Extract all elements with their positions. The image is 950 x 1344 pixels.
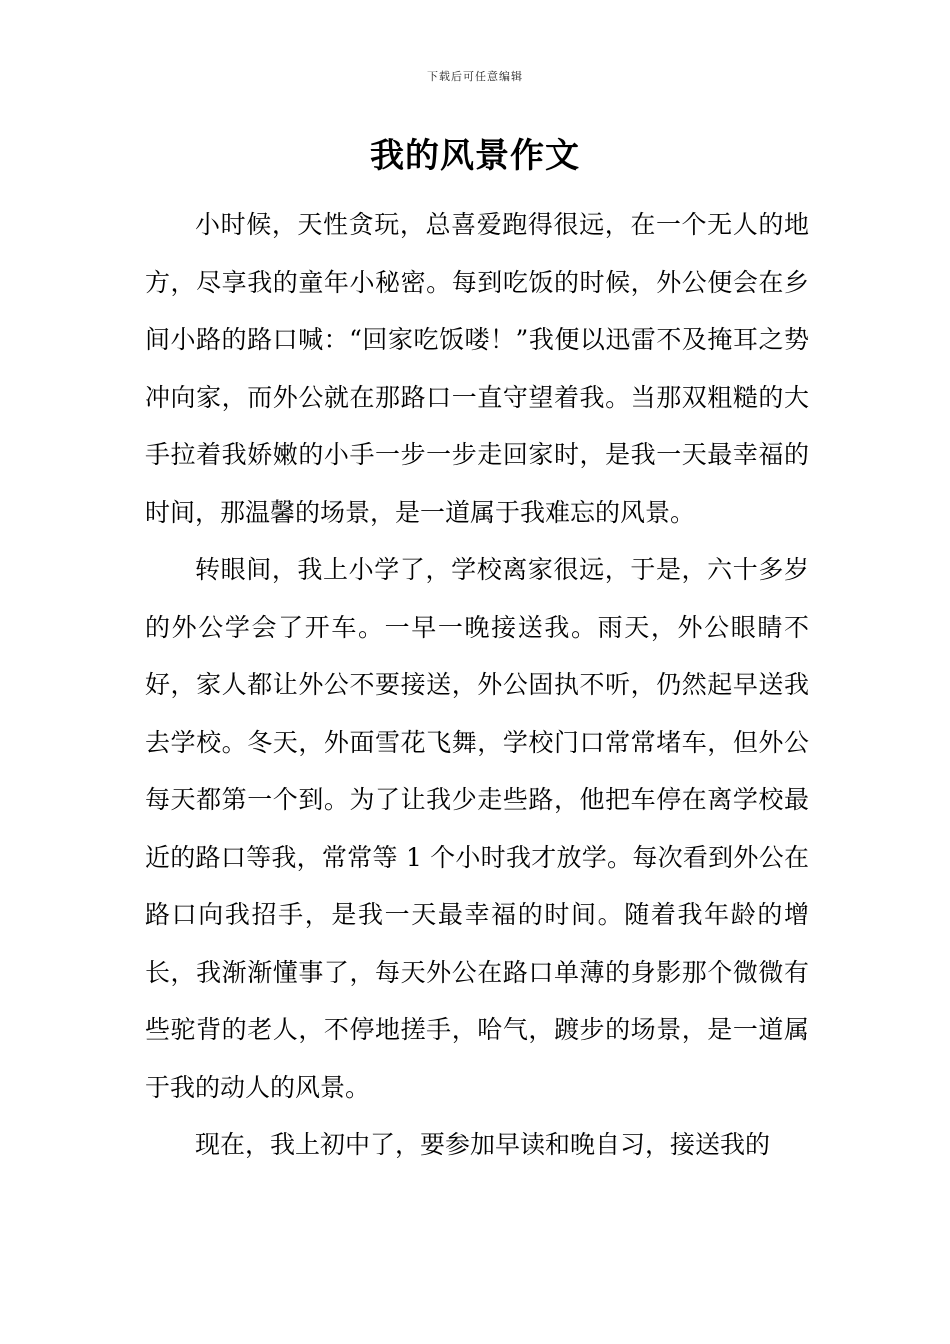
- document-title: 我的风景作文: [370, 136, 580, 176]
- document-body: [145, 196, 809, 1174]
- header-note: 下载后可任意编辑: [427, 70, 523, 83]
- paragraph: 转眼间，我上小学了，学校离家很远，于是，六十多岁的外公学会了开车。一早一晚接送我。雨天，外公眼睛不好，家人都让外公不要接送，外公固执不听，仍然起早送我去学校。冬天，外面雪花飞舞，学校门口常常堵车，但外公每天都第一个到。为了让我少走些路，他把车停在离学校最近的路口等我，常常等 1 个小时我才放学。每次看到外公在路口向我招手，是我一天最幸福的时间。随着我年龄的增长，我渐渐懂事了，每天外公在路口单薄的身影那个微微有些驼背的老人，不停地搓手，哈气，踱步的场景，是一道属于我的动人的风景。: [145, 555, 809, 1102]
- paragraph: 现在，我上初中了，要参加早读和晚自习，接送我的: [195, 1130, 771, 1159]
- paragraph: 小时候，天性贪玩，总喜爱跑得很远，在一个无人的地方，尽享我的童年小秘密。每到吃饭的时候，外公便会在乡间小路的路口喊：“回家吃饭喽！”我便以迅雷不及掩耳之势冲向家，而外公就在那路口一直守望着我。当那双粗糙的大手拉着我娇嫩的小手一步一步走回家时，是我一天最幸福的时间，那温馨的场景，是一道属于我难忘的风景。: [145, 210, 809, 527]
